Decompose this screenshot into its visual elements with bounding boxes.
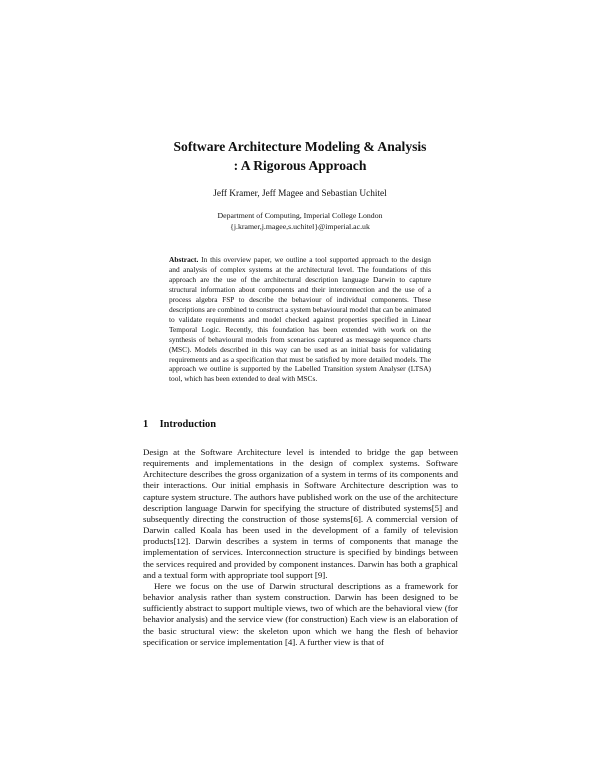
paragraph-1: Design at the Software Architecture level is intended to bridge the gap between requirements and implementations in the design of complex systems. Software Architecture describes the gross organization of a system in terms of its components and their interactions. Our initial emphasis in Software Architecture description was to capture system structure. The authors have published work on the use of the architecture description language Darwin for specifying the structure of distributed systems[5] and subsequently directing the construction of those systems[6]. A commercial version of Darwin called Koala has been used in the development of a family of television products[12]. Darwin describes a system in terms of components that manage the implementation of services. Interconnection structure is specified by bindings between the services required and provided by component instances. Darwin has both a graphical and a textual form with appropriate tool support [9].: [143, 447, 458, 580]
paper-title: [0, 137, 600, 175]
abstract: [169, 255, 431, 384]
section-title: Introduction: [159, 419, 217, 430]
section-heading: [143, 418, 216, 432]
section-number: 1: [143, 419, 149, 430]
abstract-text: In this overview paper, we outline a tool supported approach to the design and analysis of complex systems at the architectural level. The foundations of this approach are the use of the architectural description language Darwin to capture structural information about components and their interconnection and the use of a process algebra FSP to describe the behaviour of individual components. These descriptions are combined to construct a system behavioural model that can be animated to validate requirements and model checked against properties specified in Linear Temporal Logic. Recently, this foundation has been extended with work on the synthesis of behavioural models from scenarios captured as message sequence charts (MSC). Models described in this way can be used as an initial basis for validating requirements and as a specification that must be satisfied by more detailed models. The approach we outline is supported by the Labelled Transition system Analyser (LTSA) tool, which has been extended to deal with MSCs.: [169, 255, 431, 384]
affiliation-block: [0, 210, 600, 232]
body-text: [143, 447, 458, 648]
affiliation: Department of Computing, Imperial College London: [217, 211, 383, 220]
title-line-1: Software Architecture Modeling & Analysis: [173, 139, 427, 154]
abstract-label: Abstract.: [169, 255, 199, 264]
emails: {j.kramer,j.magee,s.uchitel}@imperial.ac.uk: [230, 222, 370, 231]
authors: Jeff Kramer, Jeff Magee and Sebastian Uchitel: [213, 189, 387, 199]
paragraph-2: Here we focus on the use of Darwin structural descriptions as a framework for behavior analysis rather than system construction. Darwin has been designed to be sufficiently abstract to support multiple views, two of which are the behavioral view (for behavior analysis) and the service view (for construction) Each view is an elaboration of the basic structural view: the skeleton upon which we hang the flesh of behavior specification or service implementation [4]. A further view is that of: [143, 580, 458, 647]
title-line-2: : A Rigorous Approach: [233, 158, 367, 173]
